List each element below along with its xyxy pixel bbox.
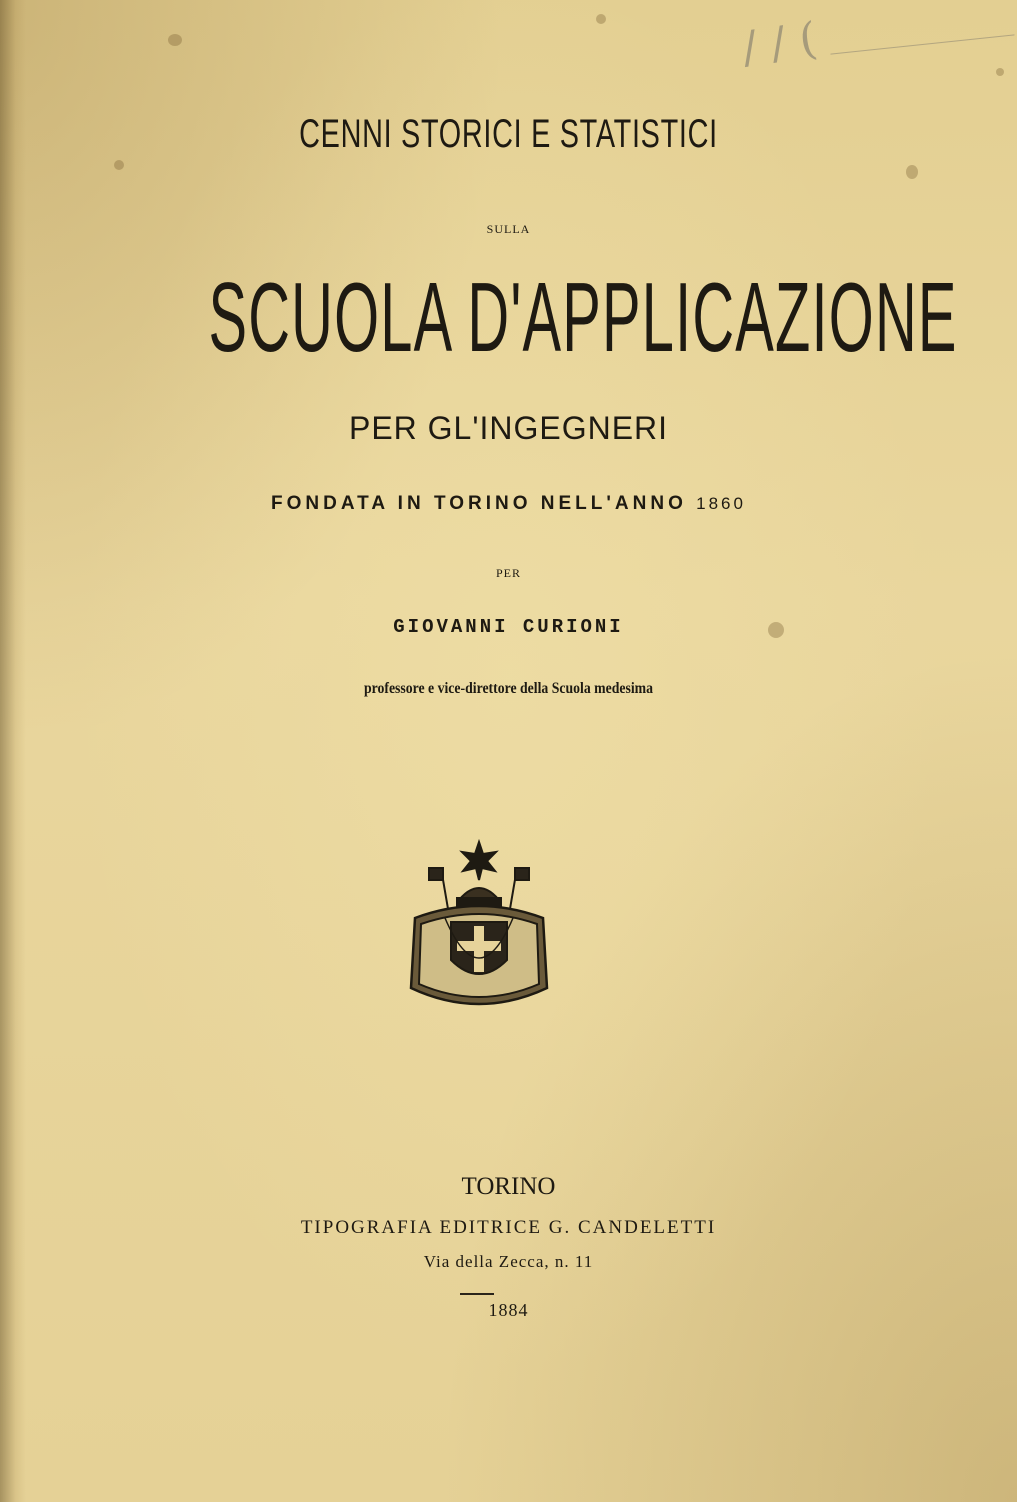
pencil-mark: / / ( bbox=[738, 13, 820, 74]
founding-line bbox=[0, 493, 1017, 515]
connector-sulla: SULLA bbox=[486, 222, 531, 236]
founding-year: 1860 bbox=[696, 494, 746, 513]
title-line-1: CENNI STORICI E STATISTICI bbox=[299, 112, 718, 156]
founding-text: FONDATA IN TORINO NELL'ANNO bbox=[271, 493, 687, 514]
foxing-spot bbox=[596, 14, 606, 24]
foxing-spot bbox=[996, 68, 1004, 76]
savoy-coat-of-arms-icon bbox=[401, 838, 557, 1016]
divider bbox=[460, 1293, 494, 1295]
foxing-spot bbox=[168, 34, 182, 46]
city: TORINO bbox=[461, 1173, 556, 1200]
connector-per: PER bbox=[495, 566, 521, 580]
main-title: SCUOLA D'APPLICAZIONE bbox=[208, 262, 958, 372]
author-role: professore e vice-direttore della Scuola medesima bbox=[363, 680, 654, 697]
publisher-address: Via della Zecca, n. 11 bbox=[423, 1252, 594, 1271]
foxing-spot bbox=[114, 160, 124, 170]
subtitle: PER GL'INGEGNERI bbox=[348, 410, 669, 446]
publisher: TIPOGRAFIA EDITRICE G. CANDELETTI bbox=[300, 1217, 717, 1238]
foxing-spot bbox=[906, 165, 918, 179]
author-name: GIOVANNI CURIONI bbox=[393, 616, 624, 638]
publication-year: 1884 bbox=[488, 1300, 529, 1320]
pencil-line bbox=[830, 34, 1014, 54]
